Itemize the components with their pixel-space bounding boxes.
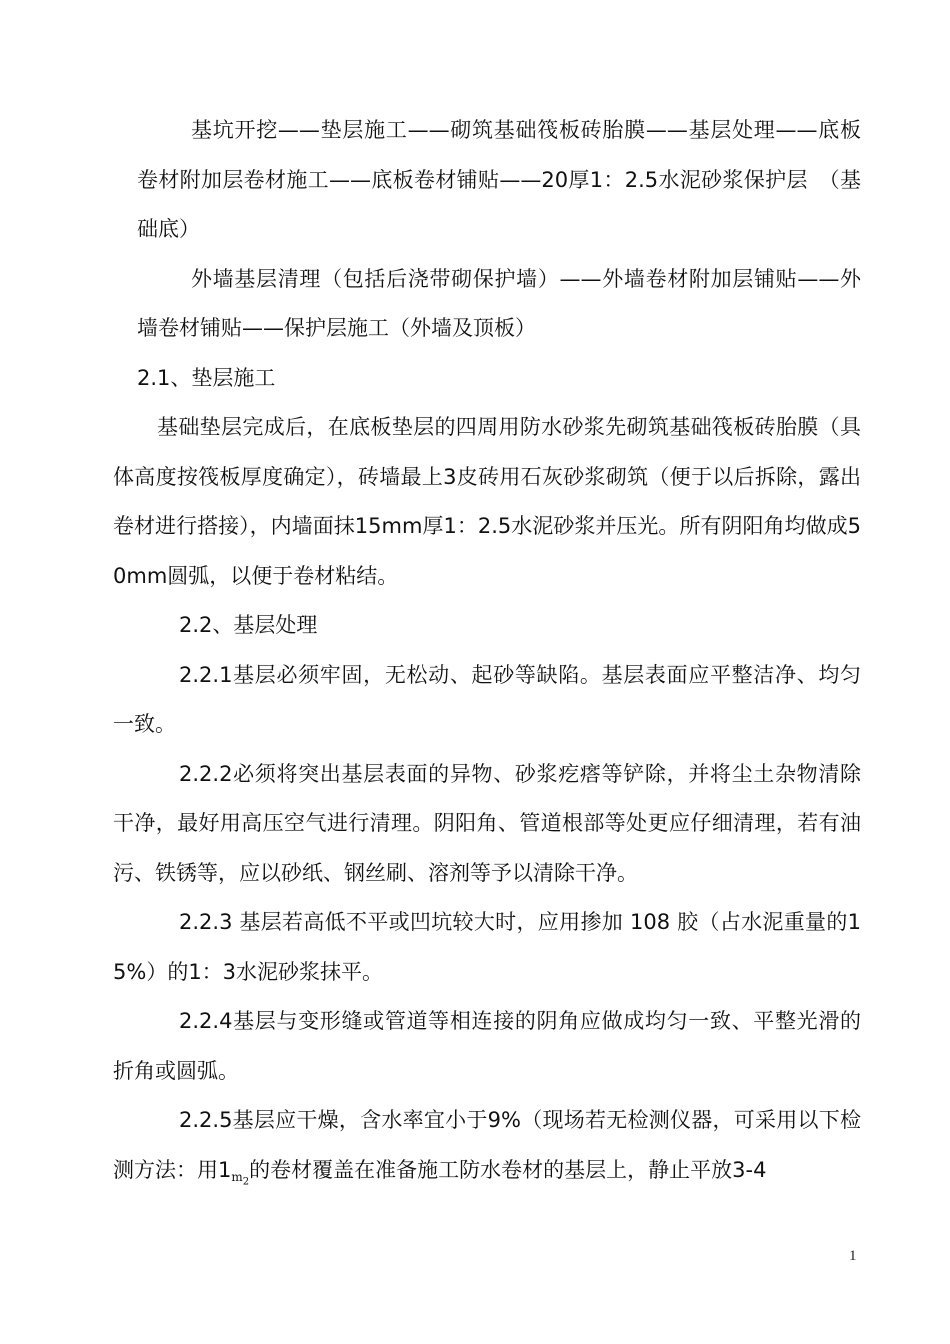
paragraph-2-2-3: 2.2.3 基层若高低不平或凹坑较大时，应用掺加 108 胶（占水泥重量的15%）的1：3水泥砂浆抹平。 bbox=[113, 910, 861, 984]
paragraph-2-2-5-part-b: 的卷材覆盖在准备施工防水卷材的基层上，静止平放3-4 bbox=[249, 1157, 767, 1182]
heading-2-1: 2.1、垫层施工 bbox=[137, 365, 276, 390]
paragraph-2-1: 基础垫层完成后，在底板垫层的四周用防水砂浆先砌筑基础筏板砖胎膜（具体高度按筏板厚度确定），砖墙最上3皮砖用石灰砂浆砌筑（便于以后拆除，露出卷材进行搭接），内墙面抹15mm厚1：2.5水泥砂浆并压光。所有阴阳角均做成50mm圆弧，以便于卷材粘结。 bbox=[113, 415, 861, 588]
paragraph-process-flow-base: 基坑开挖——垫层施工——砌筑基础筏板砖胎膜——基层处理——底板卷材附加层卷材施工——底板卷材铺贴——20厚1：2.5水泥砂浆保护层 （基础底） bbox=[137, 118, 861, 241]
paragraph-2-2-5-part-a: 2.2.5基层应干燥，含水率宜小于9%（现场若无检测仪器，可采用以下检测方法：用1 bbox=[113, 1108, 861, 1182]
page-number: 1 bbox=[849, 1248, 857, 1264]
paragraph-2-2-2: 2.2.2必须将突出基层表面的异物、砂浆疙瘩等铲除，并将尘土杂物清除干净，最好用高压空气进行清理。阴阳角、管道根部等处更应仔细清理，若有油污、铁锈等，应以砂纸、钢丝刷、溶剂等予以清除干净。 bbox=[113, 761, 861, 885]
paragraph-2-2-1: 2.2.1基层必须牢固，无松动、起砂等缺陷。基层表面应平整洁净、均匀一致。 bbox=[113, 662, 861, 736]
paragraph-2-2-4: 2.2.4基层与变形缝或管道等相连接的阴角应做成均匀一致、平整光滑的折角或圆弧。 bbox=[113, 1009, 861, 1083]
paragraph-process-flow-wall: 外墙基层清理（包括后浇带砌保护墙）——外墙卷材附加层铺贴——外墙卷材铺贴——保护层施工（外墙及顶板） bbox=[137, 266, 861, 340]
heading-2-2: 2.2、基层处理 bbox=[179, 613, 318, 637]
square-meter-unit bbox=[231, 1169, 250, 1187]
square-meter-unit-m: m bbox=[231, 1169, 243, 1184]
paragraph-2-2-5 bbox=[113, 1096, 861, 1195]
document-body bbox=[113, 106, 861, 1195]
square-meter-unit-2: 2 bbox=[242, 1175, 250, 1187]
